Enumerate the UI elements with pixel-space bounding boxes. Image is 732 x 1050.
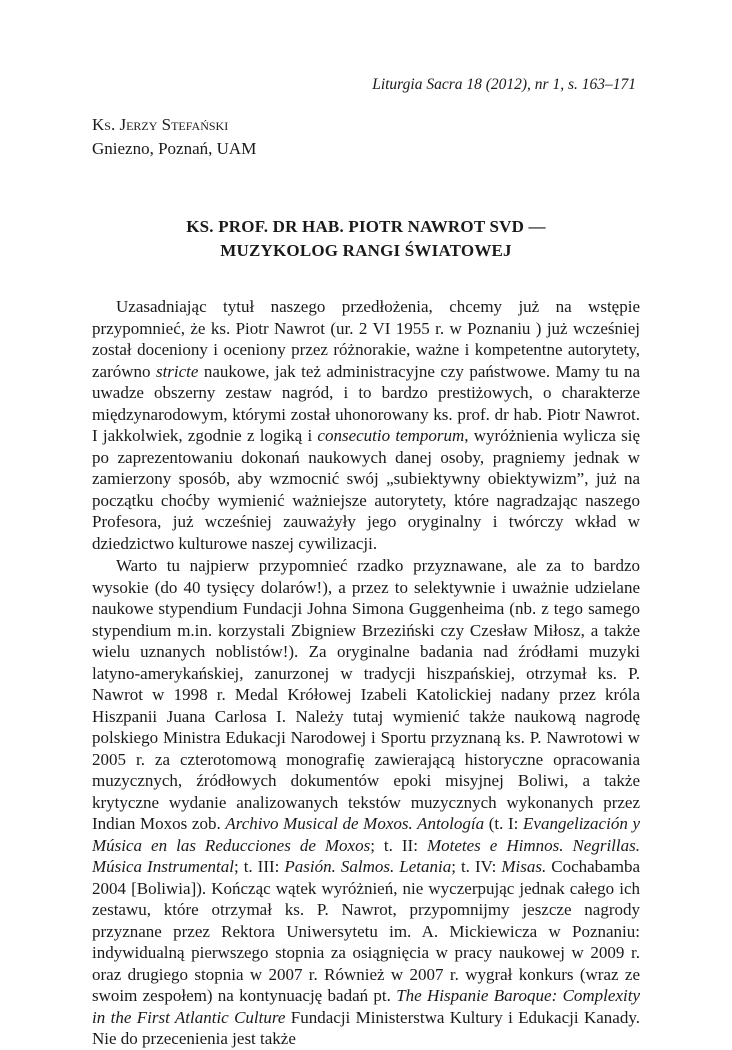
article-title-line-1: KS. PROF. DR HAB. PIOTR NAWROT SVD —	[186, 217, 546, 236]
text-span: Uzasadniając tytuł naszego przedłożenia, chcemy już na wstępie przypomnieć, że ks. Piotr Nawrot (ur. 2 VI 1955 r. w Poznaniu ) już wcześniej został doceniony i oceniony przez różnorakie, ważne i kompetentne autorytety, zarówno	[92, 297, 640, 381]
italic-term: consecutio temporum	[317, 426, 465, 445]
text-span: ; t. IV:	[451, 857, 502, 876]
italic-term: stricte	[155, 361, 199, 381]
text-span: (t. I:	[484, 814, 524, 833]
italic-title: Misas.	[501, 857, 547, 876]
article-title	[92, 215, 640, 263]
author-name: Ks. Jerzy Stefański	[92, 115, 229, 134]
text-span: ; t. III:	[233, 857, 285, 876]
text-span: ; t. II:	[370, 835, 427, 855]
italic-title: The Hispanie Baroque: Complexity in the First Atlantic Culture	[92, 986, 640, 1027]
text-span: Warto tu najpierw przypomnieć rzadko przyznawane, ale za to bardzo wysokie (do 40 tysięcy dolarów!), a przez to selektywnie i uważnie udzielane naukowe stypendium Fundacji Johna Simona Guggenheima (nb. z tego samego stypendium m.in. korzystali Zbigniew Brzeziński czy Czesław Miłosz, a także wielu uznanych noblistów!). Za oryginalne badania nad źródłami muzyki latyno-amerykańskiej, zanurzonej w tradycji hiszpańskiej, otrzymał ks. P. Nawrot w 1998 r. Medal Krółowej Izabeli Katolickiej nadany przez króla Hiszpanii Juana Carlosa I. Należy tutaj wymienić także naukową nagrodę polskiego Ministra Edukacji Narodowej i Sportu przyznaną ks. P. Nawrotowi w 2005 r. za czterotomową monografię zawierającą historyczne opracowania muzycznych, źródłowych dokumentów epoki misyjnej Boliwi, a także krytyczne wydanie analizowanych tekstów muzycznych wykonanych przez Indian Moxos zob.	[92, 556, 640, 833]
paragraph-1	[92, 296, 640, 554]
italic-title: Pasión. Salmos. Letania	[284, 857, 452, 876]
italic-title: Archivo Musical de Moxos. Antología	[225, 814, 485, 833]
text-span: Cochabamba 2004 [Boliwia]). Kończąc wątek wyróżnień, nie wyczerpując jednak całego ich zestawu, które otrzymał ks. P. Nawrot, przypomnijmy jeszcze nagrody przyznane przez Rektora Uniwersytetu im. A. Mickiewicza w Poznaniu: indywidualną pierwszego stopnia za osiągnięcia w pracy naukowej w 2009 r. oraz drugiego stopnia w 2007 r. Również w 2007 r. wygrał konkurs (wraz ze swoim zespołem) na kontynuację badań pt.	[92, 857, 640, 1005]
text-span: Fundacji Ministerstwa Kultury i Edukacji Kanady. Nie do przecenienia jest także	[92, 1007, 640, 1048]
text-span: , wyróżnienia wylicza się po zaprezentowaniu dokonań naukowych danej osoby, pragniemy jednak w zamierzony sposób, aby wzmocnić swój „subiektywny obiektywizm”, już na początku choćby wymienić ważniejsze autorytety, które nagradzając naszego Profesora, już wcześniej zauważyły jego oryginalny i twórczy wkład w dziedzictwo kulturowe naszej cywilizacji.	[92, 426, 641, 553]
article-body	[92, 296, 640, 1050]
author-block	[92, 113, 256, 161]
text-span: naukowe, jak też administracyjne czy państwowe. Mamy tu na uwadze obszerny zestaw nagród, i to bardzo prestiżowych, o charakterze międzynarodowym, którymi został uhonorowany ks. prof. dr hab. Piotr Nawrot. I jakkolwiek, zgodnie z logiką i	[92, 361, 640, 445]
journal-reference: Liturgia Sacra 18 (2012), nr 1, s. 163–171	[372, 76, 636, 93]
italic-title: Motetes e Himnos. Negrillas. Música Instrumental	[92, 835, 640, 876]
paragraph-2	[92, 555, 640, 1050]
article-title-line-2: MUZYKOLOG RANGI ŚWIATOWEJ	[220, 241, 512, 260]
author-affiliation: Gniezno, Poznań, UAM	[92, 139, 257, 158]
italic-title: Evangelización y Música en las Reducciones de Moxos	[92, 814, 640, 855]
